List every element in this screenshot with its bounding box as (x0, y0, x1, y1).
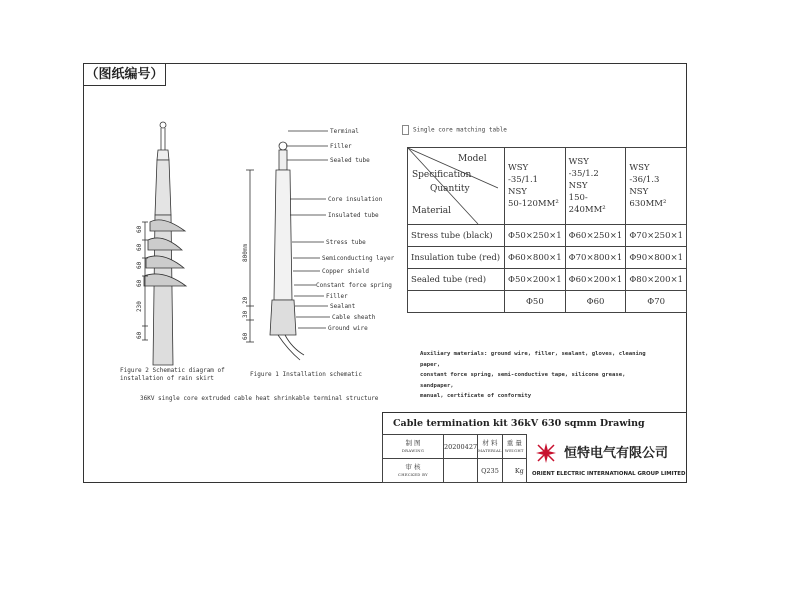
table-header-row (408, 148, 687, 225)
fig1-dim-800: 800mm (242, 243, 249, 262)
model-column-1: WSY -35/1.1 NSY 50-120MM² (505, 148, 566, 225)
fig1-label-ground-wire: Ground wire (328, 325, 368, 332)
fig2-dim-3: 60 (136, 261, 143, 269)
corner-quantity: Quantity (430, 184, 470, 194)
drawing-number-label: （图纸编号） (84, 64, 166, 86)
drawing-title: Cable termination kit 36kV 630 sqmm Drawing (382, 412, 687, 434)
fig1-label-filler: Filler (330, 143, 352, 150)
company-name-en: ORIENT ELECTRIC INTERNATIONAL GROUP LIMITED (532, 471, 686, 477)
table-row: Insulation tube (red) Φ60×800×1 Φ70×800×1 Φ90×800×1 (408, 247, 687, 269)
table-row: Sealed tube (red) Φ50×200×1 Φ60×200×1 Φ80×200×1 (408, 269, 687, 291)
corner-model: Model (458, 154, 487, 164)
fig1-label-cable-sheath: Cable sheath (332, 314, 376, 321)
fig1-label-constant-force-spring: Constant force spring (316, 282, 392, 289)
fig1-dim-30: 30 (242, 310, 249, 318)
structure-caption: 36KV single core extruded cable heat shrinkable terminal structure (140, 395, 379, 402)
fig2-dim-5: 230 (136, 301, 143, 312)
figure1-caption: Figure 1 Installation schematic (250, 371, 362, 378)
table-row: Stress tube (black) Φ50×250×1 Φ60×250×1 Φ70×250×1 (408, 225, 687, 247)
fig2-dim-1: 60 (136, 225, 143, 233)
title-block-row: 审 核 CHECKED BY Q235 Kg (383, 459, 527, 483)
fig1-label-insulated-tube: Insulated tube (328, 212, 379, 219)
fig1-dim-20: 20 (242, 296, 249, 304)
fig1-label-terminal: Terminal (330, 128, 359, 135)
company-logo-icon (534, 441, 558, 465)
figure2-caption: Figure 2 Schematic diagram of installation of rain skirt (120, 367, 225, 382)
model-column-3: WSY -36/1.3 NSY 630MM² (626, 148, 687, 225)
company-block (530, 435, 687, 483)
fig2-dim-4: 60 (136, 279, 143, 287)
table-row: Φ50 Φ60 Φ70 (408, 291, 687, 313)
corner-specification: Specification (412, 170, 472, 180)
title-block-table (382, 434, 527, 483)
table-corner-cell (408, 148, 505, 225)
fig1-label-sealed-tube: Sealed tube (330, 157, 370, 164)
matching-table-title: Single core matching table (402, 125, 507, 135)
fig1-label-sealant: Sealant (330, 303, 356, 310)
title-block-row: 制 图 DRAWING 20200427 材 料 MATERIAL 重 量 WEIGHT (383, 435, 527, 459)
fig1-label-copper-shield: Copper shield (322, 268, 369, 275)
figure1-drawing (246, 131, 330, 360)
fig1-label-core-insulation: Core insulation (328, 196, 383, 203)
figure2-drawing (142, 122, 186, 365)
checkbox-icon (402, 125, 409, 135)
fig2-dim-6: 60 (136, 331, 143, 339)
matching-table (407, 147, 687, 313)
corner-material: Material (412, 206, 451, 216)
fig1-label-semiconducting-layer: Semiconducting layer (322, 255, 395, 262)
company-name-cn: 恒特电气有限公司 (564, 446, 669, 461)
fig1-dim-60: 60 (242, 332, 249, 340)
fig2-dim-2: 60 (136, 243, 143, 251)
fig1-label-stress-tube: Stress tube (326, 239, 366, 246)
fig1-label-filler-2: Filler (326, 293, 348, 300)
model-column-2: WSY -35/1.2 NSY 150-240MM² (565, 148, 626, 225)
auxiliary-materials: Auxiliary materials: ground wire, filler, sealant, gloves, cleaning paper, constant force spring, semi-conductive tape, silicone grease, sandpaper, manual, certificate of conformity (420, 351, 646, 399)
